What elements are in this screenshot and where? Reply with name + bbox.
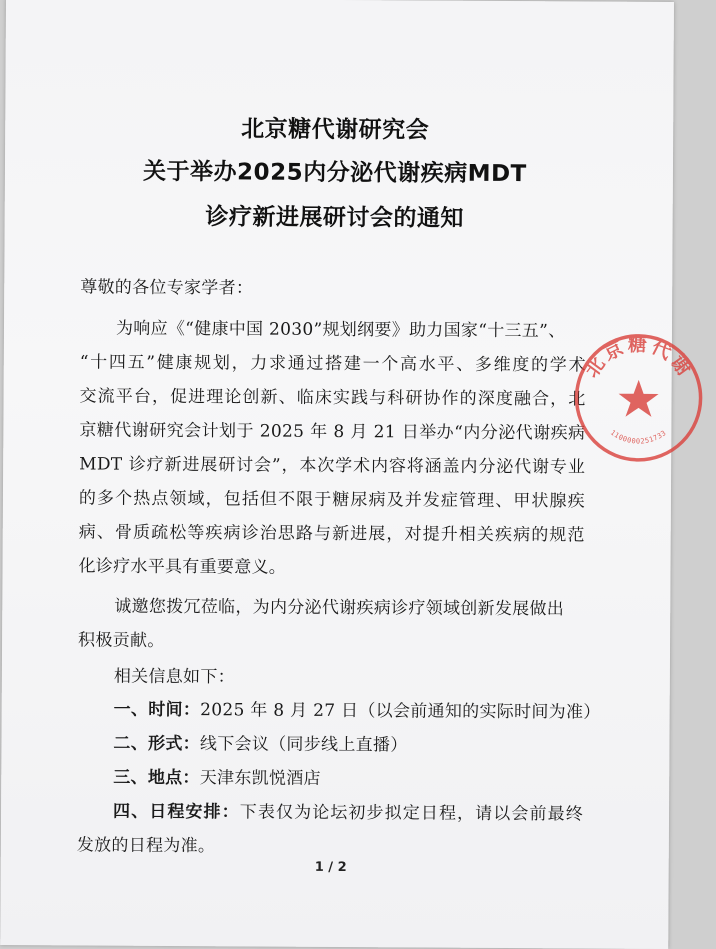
- schedule-continuation: 发放的日程为准。: [76, 835, 216, 857]
- related-info-heading: 相关信息如下：: [113, 666, 236, 688]
- place-label: 三、地点：: [113, 767, 200, 789]
- info-item-place: [113, 763, 321, 789]
- title-line-2: 关于举办2025内分泌代谢疾病MDT: [143, 158, 527, 188]
- paragraph1-line: 交流平台，促进理论创新、临床实践与科研协作的深度融合，北: [79, 386, 586, 410]
- svg-text:北京糖代谢: [581, 332, 698, 382]
- paragraph1-line: MDT 诊疗新进展研讨会”，本次学术内容将涵盖内分泌代谢专业: [79, 454, 586, 478]
- time-value: 2025 年 8 月 27 日（以会前通知的实际时间为准）: [200, 700, 601, 723]
- place-value: 天津东凯悦酒店: [199, 768, 321, 789]
- schedule-value: 下表仅为论坛初步拟定日程，请以会前最终: [239, 802, 584, 825]
- seal-serial: 1100000251733: [608, 428, 668, 446]
- svg-text:1100000251733: [609, 429, 668, 446]
- paragraph2-line: 诚邀您拨冗莅临，为内分泌代谢疾病诊疗领域创新发展做出: [114, 596, 565, 620]
- paragraph1-line: 的多个热点领域，包括但不限于糖尿病及并发症管理、甲状腺疾: [78, 488, 586, 512]
- title-line-3: 诊疗新进展研讨会的通知: [205, 204, 464, 232]
- paragraph1-line: “十四五”健康规划，力求通过搭建一个高水平、多维度的学术: [79, 352, 586, 376]
- info-item-schedule: [113, 797, 583, 825]
- time-label: 一、时间：: [113, 699, 201, 721]
- title-line-1: 北京糖代谢研究会: [241, 116, 430, 144]
- paragraph1-line: 京糖代谢研究会计划于 2025 年 8 月 21 日举办“内分泌代谢疾病: [79, 420, 586, 444]
- info-item-form: [113, 729, 407, 756]
- paragraph1-line: 病、骨质疏松等疾病诊治思路与新进展，对提升相关疾病的规范: [78, 522, 585, 546]
- form-value: 线下会议（同步线上直播）: [199, 734, 408, 756]
- salutation: 尊敬的各位专家学者：: [80, 277, 254, 299]
- page-number: 1 / 2: [314, 859, 347, 876]
- paragraph1-line: 化诊疗水平具有重要意义。: [78, 556, 287, 578]
- official-seal-icon: [563, 319, 714, 470]
- info-item-time: [114, 695, 601, 723]
- form-label: 二、形式：: [113, 733, 201, 755]
- paragraph2-line: 积极贡献。: [78, 630, 165, 651]
- seal-org-text: 北京糖代谢: [580, 333, 697, 383]
- paragraph1-line: 为响应《“健康中国 2030”规划纲要》助力国家“十三五”、: [115, 318, 566, 342]
- schedule-label: 四、日程安排：: [112, 801, 240, 823]
